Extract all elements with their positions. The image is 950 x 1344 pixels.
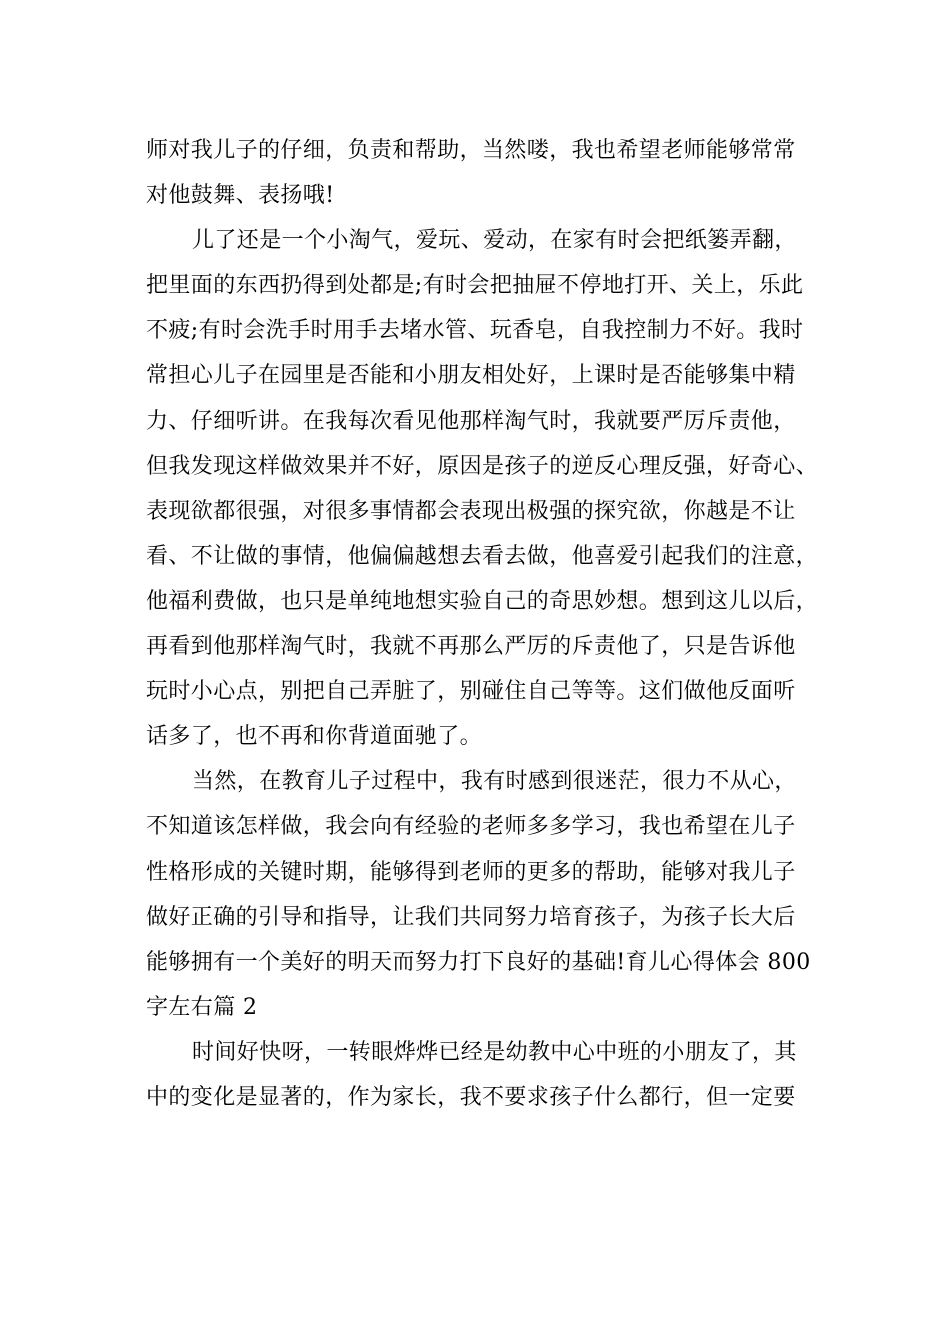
- text-line: 能够拥有一个美好的明天而努力打下良好的基础!育儿心得体会 800: [146, 949, 811, 975]
- text-line: 看、不让做的事情，他偏偏越想去看去做，他喜爱引起我们的注意，: [146, 543, 819, 569]
- text-line: 但我发现这样做效果并不好，原因是孩子的逆反心理反强，好奇心、: [146, 453, 819, 479]
- text-line: 力、仔细听讲。在我每次看见他那样淘气时，我就要严厉斥责他，: [146, 408, 796, 434]
- text-line: 玩时小心点，别把自己弄脏了，别碰住自己等等。这们做他反面听: [146, 679, 796, 705]
- text-line: 字左右篇 2: [146, 994, 258, 1020]
- text-line: 把里面的东西扔得到处都是;有时会把抽屉不停地打开、关上，乐此: [146, 273, 804, 299]
- document-body: [146, 128, 836, 1120]
- paragraph-first-line: 儿了还是一个小淘气，爱玩、爱动，在家有时会把纸篓弄翻，: [192, 228, 797, 254]
- text-line: 常担心儿子在园里是否能和小朋友相处好，上课时是否能够集中精: [146, 363, 796, 389]
- text-line: 师对我儿子的仔细，负责和帮助，当然喽，我也希望老师能够常常: [146, 138, 796, 163]
- text-line: 对他鼓舞、表扬哦!: [146, 183, 335, 209]
- text-line: 不知道该怎样做，我会向有经验的老师多多学习，我也希望在儿子: [146, 814, 796, 840]
- paragraph-first-line: 当然，在教育儿子过程中，我有时感到很迷茫，很力不从心，: [192, 769, 797, 795]
- text-line: 性格形成的关键时期，能够得到老师的更多的帮助，能够对我儿子: [146, 859, 796, 885]
- text-line: 话多了，也不再和你背道面驰了。: [146, 724, 483, 750]
- text-line: 表现欲都很强，对很多事情都会表现出极强的探究欲，你越是不让: [146, 498, 796, 524]
- text-line: 做好正确的引导和指导，让我们共同努力培育孩子，为孩子长大后: [146, 904, 796, 930]
- text-line: 再看到他那样淘气时，我就不再那么严厉的斥责他了，只是告诉他: [146, 634, 796, 660]
- text-line: 他福利费做，也只是单纯地想实验自己的奇思妙想。想到这儿以后，: [146, 588, 819, 614]
- text-line: 不疲;有时会洗手时用手去堵水管、玩香皂，自我控制力不好。我时: [146, 318, 804, 344]
- text-line: 中的变化是显著的，作为家长，我不要求孩子什么都行，但一定要: [146, 1084, 796, 1110]
- paragraph-first-line: 时间好快呀，一转眼烨烨已经是幼教中心中班的小朋友了，其: [192, 1039, 797, 1065]
